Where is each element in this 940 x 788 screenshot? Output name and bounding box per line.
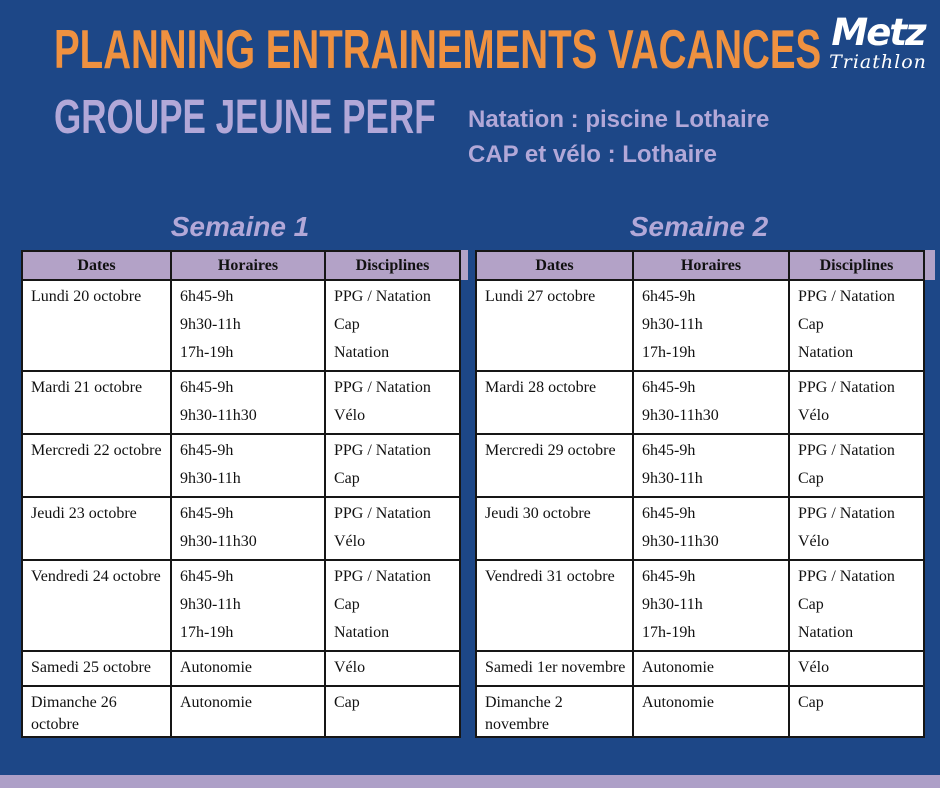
time-slot: 6h45-9h (180, 568, 234, 585)
time-slot: 9h30-11h (180, 596, 241, 613)
logo-triathlon-text: Triathlon (829, 51, 927, 73)
time-slot: 6h45-9h (180, 288, 234, 305)
discipline: PPG / Natation (334, 442, 431, 459)
horaires-cell (171, 686, 325, 737)
time-slot: Autonomie (180, 659, 252, 676)
table-row (476, 434, 924, 497)
date-cell: Mardi 28 octobre (476, 371, 633, 434)
horaires-cell (633, 371, 789, 434)
horaires-cell (171, 434, 325, 497)
column-header-disciplines: Disciplines (789, 251, 924, 280)
disciplines-cell (789, 280, 924, 371)
page-title: PLANNING ENTRAINEMENTS VACANCES (54, 18, 822, 80)
discipline: Vélo (334, 533, 366, 550)
table-row (22, 686, 460, 737)
disciplines-cell (789, 651, 924, 686)
discipline: PPG / Natation (334, 379, 431, 396)
bottom-strip (0, 775, 940, 788)
horaires-cell (171, 280, 325, 371)
discipline: PPG / Natation (334, 568, 431, 585)
time-slot: Autonomie (642, 694, 714, 711)
week-2-section (475, 207, 923, 738)
discipline: Vélo (334, 407, 366, 424)
metz-triathlon-logo (824, 11, 932, 73)
discipline: PPG / Natation (798, 288, 895, 305)
date-cell: Dimanche 26 octobre (22, 686, 171, 737)
time-slot: 17h-19h (642, 344, 696, 361)
week-1-table (21, 250, 461, 738)
disciplines-cell (325, 371, 460, 434)
time-slot: 6h45-9h (642, 379, 696, 396)
time-slot: 9h30-11h (180, 316, 241, 333)
time-slot: 6h45-9h (642, 288, 696, 305)
time-slot: 9h30-11h30 (180, 533, 257, 550)
time-slot: 6h45-9h (642, 505, 696, 522)
time-slot: 9h30-11h30 (642, 407, 719, 424)
week-2-table (475, 250, 925, 738)
horaires-cell (633, 651, 789, 686)
week-1-table-wrap (21, 250, 459, 738)
disciplines-cell (325, 686, 460, 737)
discipline: PPG / Natation (334, 505, 431, 522)
time-slot: 9h30-11h (180, 470, 241, 487)
discipline: Cap (798, 694, 824, 711)
date-cell: Dimanche 2 novembre (476, 686, 633, 737)
discipline: Vélo (334, 659, 366, 676)
table-header-row (476, 251, 924, 280)
date-cell: Mardi 21 octobre (22, 371, 171, 434)
table-row (22, 651, 460, 686)
discipline: Cap (798, 316, 824, 333)
week-2-title: Semaine 2 (629, 211, 769, 242)
disciplines-cell (325, 434, 460, 497)
time-slot: 9h30-11h (642, 316, 703, 333)
location-natation: Natation : piscine Lothaire (468, 106, 770, 133)
time-slot: 9h30-11h (642, 470, 703, 487)
date-cell: Lundi 20 octobre (22, 280, 171, 371)
time-slot: 9h30-11h (642, 596, 703, 613)
week-1-title: Semaine 1 (170, 211, 310, 242)
discipline: PPG / Natation (798, 568, 895, 585)
disciplines-cell (789, 497, 924, 560)
discipline: Cap (798, 470, 824, 487)
table-row (22, 371, 460, 434)
table-row (22, 497, 460, 560)
horaires-cell (633, 280, 789, 371)
date-cell: Samedi 25 octobre (22, 651, 171, 686)
locations-block (468, 102, 769, 172)
date-cell: Vendredi 24 octobre (22, 560, 171, 651)
disciplines-cell (325, 560, 460, 651)
table-row (22, 280, 460, 371)
table-row (476, 651, 924, 686)
table-row (476, 280, 924, 371)
discipline: Natation (798, 344, 854, 361)
horaires-cell (633, 434, 789, 497)
discipline: Cap (798, 596, 824, 613)
discipline: Vélo (798, 407, 830, 424)
time-slot: 17h-19h (180, 624, 234, 641)
time-slot: 6h45-9h (642, 442, 696, 459)
horaires-cell (171, 371, 325, 434)
horaires-cell (171, 497, 325, 560)
time-slot: 9h30-11h30 (642, 533, 719, 550)
discipline: Natation (334, 624, 390, 641)
table-row (22, 434, 460, 497)
discipline: PPG / Natation (798, 505, 895, 522)
time-slot: 17h-19h (642, 624, 696, 641)
discipline: PPG / Natation (334, 288, 431, 305)
time-slot: 17h-19h (180, 344, 234, 361)
time-slot: 6h45-9h (642, 568, 696, 585)
date-cell: Jeudi 23 octobre (22, 497, 171, 560)
column-header-dates: Dates (22, 251, 171, 280)
disciplines-cell (325, 651, 460, 686)
table-row (476, 686, 924, 737)
time-slot: Autonomie (180, 694, 252, 711)
discipline: Cap (334, 470, 360, 487)
date-cell: Mercredi 29 octobre (476, 434, 633, 497)
time-slot: 9h30-11h30 (180, 407, 257, 424)
discipline: Cap (334, 596, 360, 613)
time-slot: 6h45-9h (180, 505, 234, 522)
table-row (476, 497, 924, 560)
discipline: Vélo (798, 659, 830, 676)
column-header-horaires: Horaires (171, 251, 325, 280)
group-title: GROUPE JEUNE PERF (54, 91, 436, 144)
time-slot: Autonomie (642, 659, 714, 676)
horaires-cell (633, 560, 789, 651)
week-1-section (21, 207, 459, 738)
discipline: Vélo (798, 533, 830, 550)
table-row (22, 560, 460, 651)
date-cell: Mercredi 22 octobre (22, 434, 171, 497)
column-header-disciplines: Disciplines (325, 251, 460, 280)
date-cell: Vendredi 31 octobre (476, 560, 633, 651)
date-cell: Lundi 27 octobre (476, 280, 633, 371)
time-slot: 6h45-9h (180, 442, 234, 459)
discipline: Cap (334, 694, 360, 711)
table-header-row (22, 251, 460, 280)
disciplines-cell (789, 560, 924, 651)
horaires-cell (633, 497, 789, 560)
time-slot: 6h45-9h (180, 379, 234, 396)
week-2-table-wrap (475, 250, 923, 738)
date-cell: Jeudi 30 octobre (476, 497, 633, 560)
disciplines-cell (325, 497, 460, 560)
discipline: PPG / Natation (798, 442, 895, 459)
table-row (476, 560, 924, 651)
discipline: PPG / Natation (798, 379, 895, 396)
discipline: Natation (798, 624, 854, 641)
discipline: Cap (334, 316, 360, 333)
disciplines-cell (789, 434, 924, 497)
horaires-cell (633, 686, 789, 737)
horaires-cell (171, 560, 325, 651)
disciplines-cell (789, 371, 924, 434)
disciplines-cell (325, 280, 460, 371)
location-cap-velo: CAP et vélo : Lothaire (468, 141, 717, 168)
table-row (476, 371, 924, 434)
horaires-cell (171, 651, 325, 686)
date-cell: Samedi 1er novembre (476, 651, 633, 686)
discipline: Natation (334, 344, 390, 361)
disciplines-cell (789, 686, 924, 737)
logo-metz-text: Metz (831, 11, 925, 54)
column-header-dates: Dates (476, 251, 633, 280)
column-header-horaires: Horaires (633, 251, 789, 280)
